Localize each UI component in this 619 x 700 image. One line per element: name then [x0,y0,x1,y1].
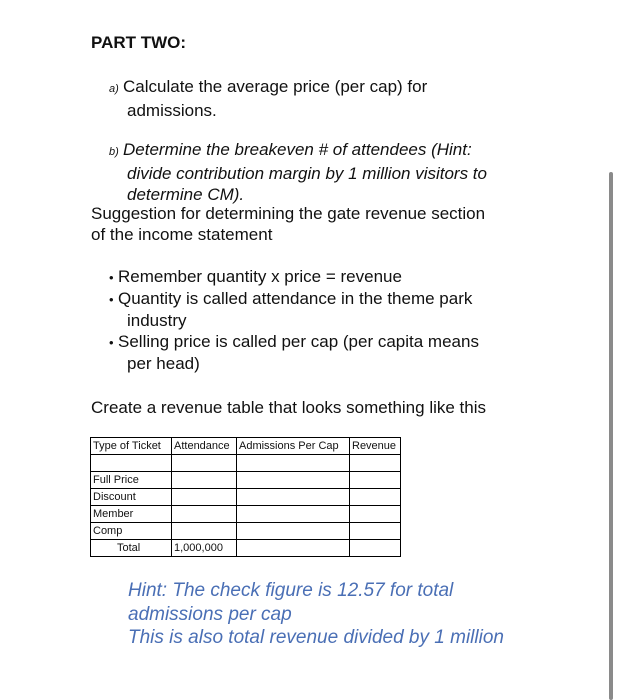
hint-line2: admissions per cap [128,603,292,625]
header-type-of-ticket: Type of Ticket [91,438,172,455]
table-row [91,472,401,489]
cell-per-cap [237,506,350,523]
hint-line3: This is also total revenue divided by 1 million [128,627,504,648]
question-b-line2: divide contribution margin by 1 million visitors to [127,164,487,183]
question-b [109,139,529,205]
question-a [109,76,509,121]
cell-revenue [350,489,401,506]
cell-total-revenue [350,540,401,557]
suggestion-line1: Suggestion for determining the gate revenue section [91,204,486,223]
bullet-line1: Remember quantity x price = revenue [118,267,402,286]
bullet-icon: • [109,335,114,350]
hint-text [128,579,548,650]
table-total-row [91,540,401,557]
header-revenue: Revenue [350,438,401,455]
question-b-line1: Determine the breakeven # of attendees (Hint: [123,140,472,159]
list-item [109,288,529,331]
cell-total-label: Total [91,540,172,557]
table-row [91,523,401,540]
cell-attendance [172,523,237,540]
header-admissions-per-cap: Admissions Per Cap [237,438,350,455]
cell-per-cap [237,523,350,540]
bullet-icon: • [109,292,114,307]
cell-revenue [350,472,401,489]
suggestion-line2: of the income statement [91,225,273,244]
header-attendance: Attendance [172,438,237,455]
cell-per-cap [237,489,350,506]
cell-type: Comp [91,523,172,540]
bullet-icon: • [109,270,114,285]
bullet-line2: industry [127,311,187,330]
cell-revenue [350,506,401,523]
vertical-scrollbar[interactable] [609,172,613,700]
question-b-marker: b) [109,146,119,158]
bullet-line1: Quantity is called attendance in the theme park [118,289,473,308]
revenue-table [90,437,401,557]
list-item [109,266,529,288]
suggestion-paragraph [91,203,531,245]
hint-line1: Hint: The check figure is 12.57 for total [128,580,454,601]
table-header-row [91,438,401,455]
cell-total-per-cap [237,540,350,557]
bullet-list [109,266,529,374]
cell-per-cap [237,472,350,489]
bullet-line2: per head) [127,354,200,373]
question-a-line1: Calculate the average price (per cap) for [123,77,428,96]
cell-total-attendance: 1,000,000 [172,540,237,557]
table-spacer-row [91,455,401,472]
question-a-line2: admissions. [127,101,217,120]
table-row [91,506,401,523]
part-two-heading: PART TWO: [91,33,187,52]
cell-type: Full Price [91,472,172,489]
cell-type: Member [91,506,172,523]
bullet-line1: Selling price is called per cap (per capita means [118,332,479,351]
question-b-line3: determine CM). [127,185,245,204]
cell-attendance [172,472,237,489]
list-item [109,331,529,374]
table-intro: Create a revenue table that looks something like this [91,398,487,417]
cell-attendance [172,489,237,506]
cell-type: Discount [91,489,172,506]
question-a-marker: a) [109,83,119,95]
table-row [91,489,401,506]
cell-revenue [350,523,401,540]
cell-attendance [172,506,237,523]
